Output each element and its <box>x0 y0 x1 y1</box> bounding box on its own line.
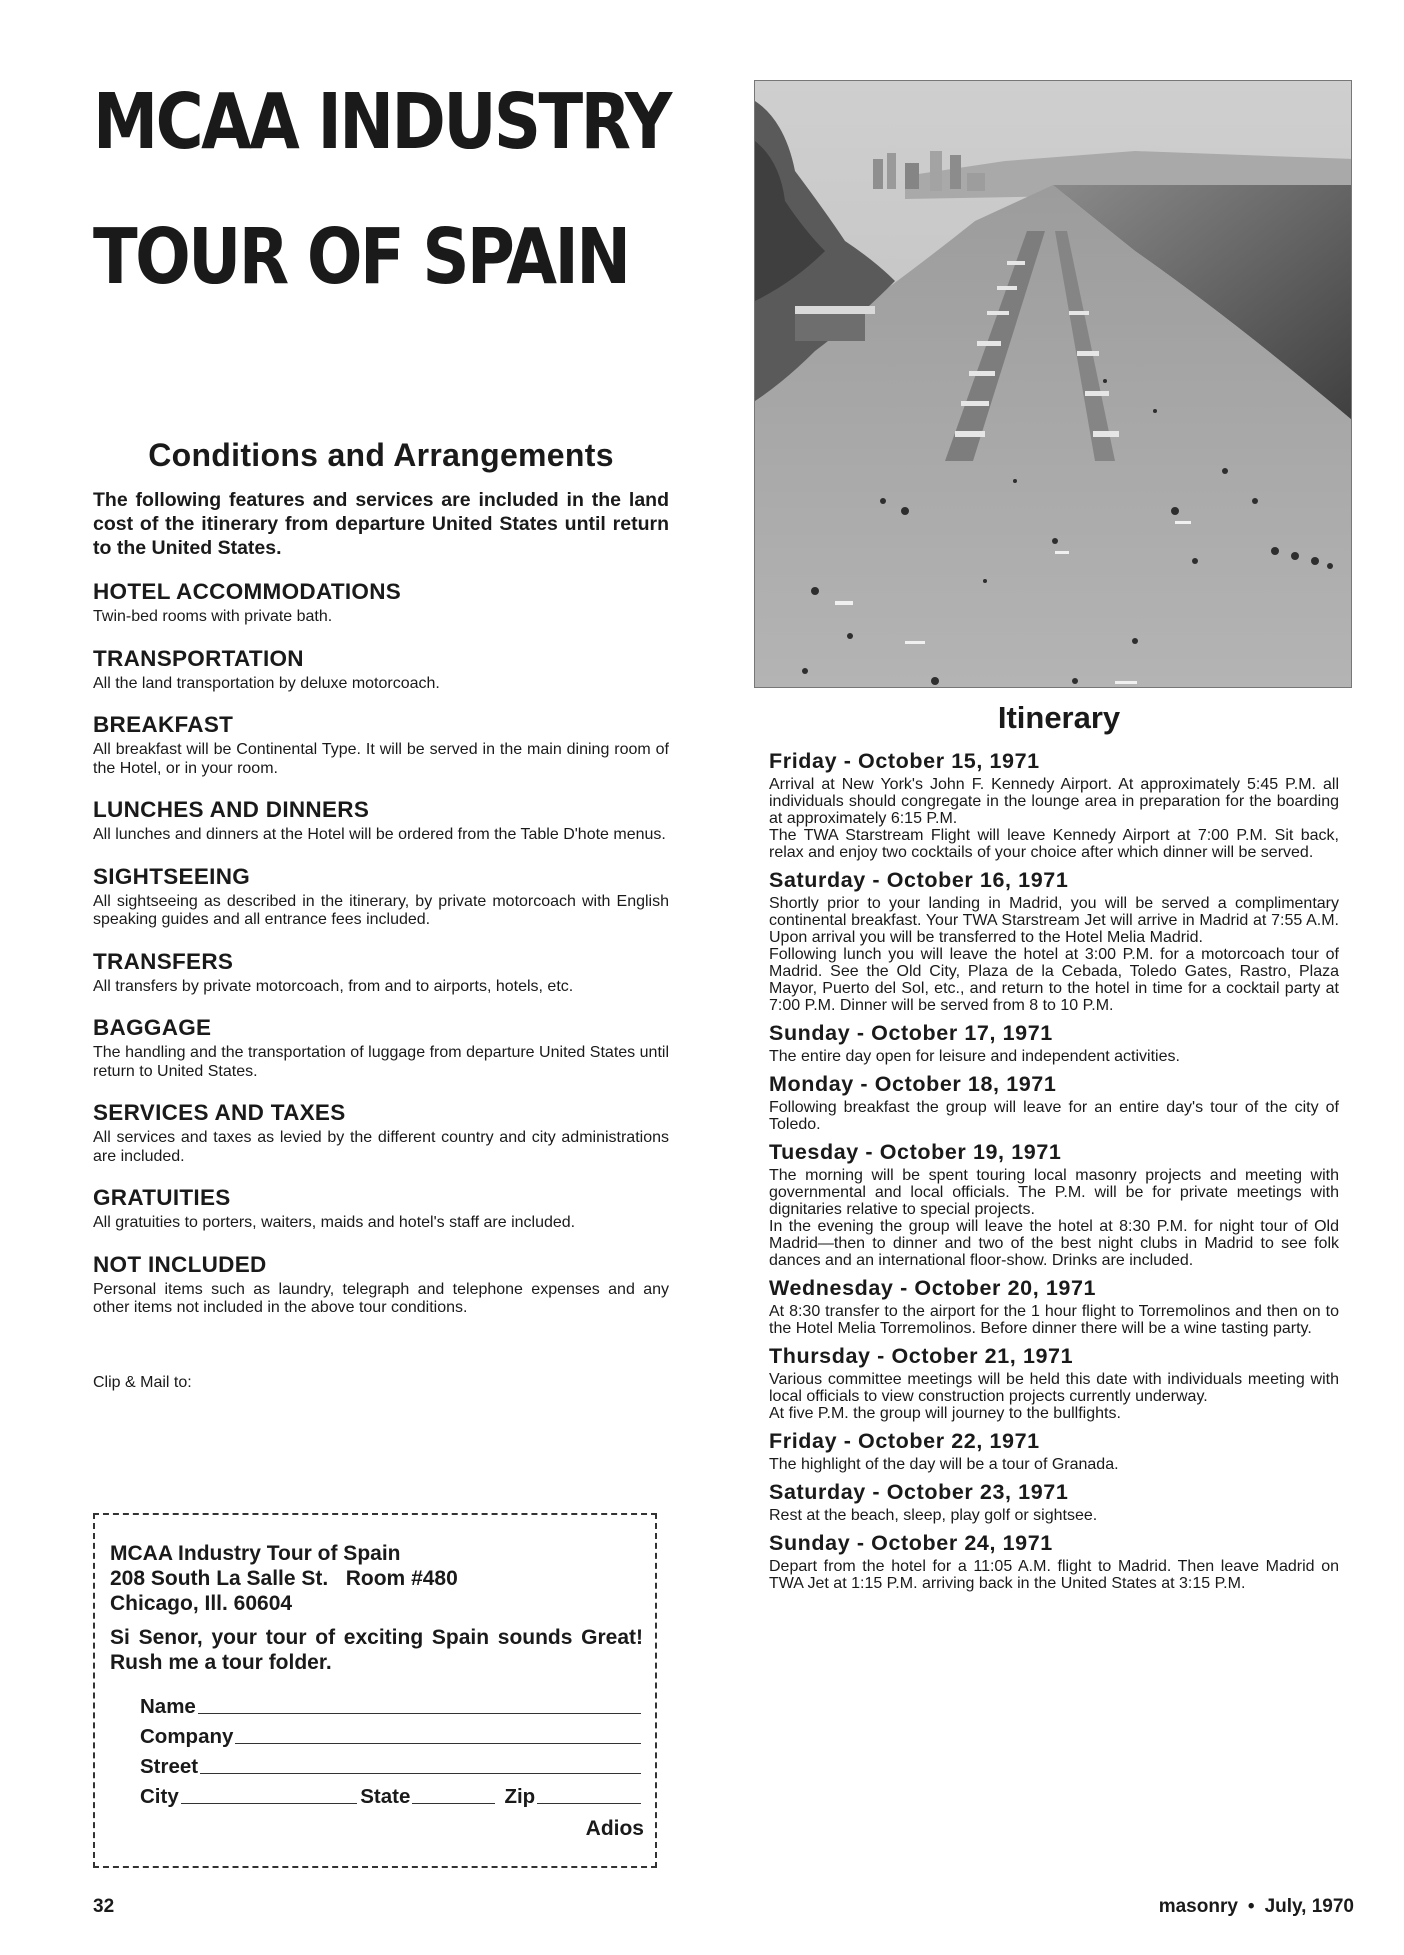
beach-photo-image <box>755 81 1352 688</box>
condition-hotel <box>93 578 669 627</box>
condition-gratuities <box>93 1184 669 1233</box>
itinerary-title: Itinerary <box>997 700 1121 735</box>
condition-text: All services and taxes as levied by the different country and city administrations are included. <box>93 1129 669 1165</box>
day-heading: Thursday - October 21, 1971 <box>769 1344 1074 1368</box>
day-heading: Wednesday - October 20, 1971 <box>769 1276 1097 1300</box>
city-state-zip-row[interactable] <box>140 1779 644 1809</box>
condition-text: All the land transportation by deluxe motorcoach. <box>93 674 440 692</box>
condition-text: All breakfast will be Continental Type. It will be served in the main dining room of the Hotel, or in your room. <box>93 741 669 777</box>
itinerary-day-oct-23 <box>769 1479 1339 1524</box>
condition-heading: NOT INCLUDED <box>93 1251 267 1277</box>
street-input-line[interactable] <box>200 1773 641 1774</box>
day-heading: Sunday - October 24, 1971 <box>769 1531 1053 1555</box>
mail-coupon <box>93 1513 657 1868</box>
coupon-form <box>140 1689 644 1841</box>
itinerary-day-oct-17 <box>769 1020 1339 1065</box>
day-text: The morning will be spent touring local masonry projects and meeting with governmental and local officials. The P.M. will be for private meetings with dignitaries relative to special projects. <box>769 1167 1339 1218</box>
condition-heading: SERVICES AND TAXES <box>93 1100 346 1125</box>
itinerary-day-oct-21 <box>769 1343 1339 1422</box>
condition-transportation <box>93 645 669 694</box>
condition-services <box>93 1099 669 1166</box>
issue-date: July, 1970 <box>1264 1896 1354 1917</box>
page-title <box>93 75 670 345</box>
condition-heading: BREAKFAST <box>93 712 234 737</box>
day-text: Following breakfast the group will leave for an entire day's tour of the city of Toledo. <box>769 1099 1339 1133</box>
day-text: At 8:30 transfer to the airport for the 1 hour flight to Torremolinos and then on to the Hotel Melia Torremolinos. Before dinner there will be a wine tasting party. <box>769 1303 1339 1337</box>
coupon-address-line-3: Chicago, Ill. 60604 <box>110 1592 293 1615</box>
name-label: Name <box>140 1695 196 1718</box>
coupon-address-line-1: MCAA Industry Tour of Spain <box>110 1542 401 1565</box>
city-label: City <box>140 1785 179 1808</box>
company-input-line[interactable] <box>235 1743 641 1744</box>
street-label: Street <box>140 1755 199 1778</box>
condition-text: Personal items such as laundry, telegraph and telephone expenses and any other items not included in the above tour conditions. <box>93 1280 669 1316</box>
day-heading: Sunday - October 17, 1971 <box>769 1021 1053 1045</box>
day-heading: Friday - October 15, 1971 <box>769 749 1040 773</box>
day-heading: Saturday - October 23, 1971 <box>769 1480 1069 1504</box>
day-heading: Monday - October 18, 1971 <box>769 1072 1057 1096</box>
day-text-continued: In the evening the group will leave the hotel at 8:30 P.M. for night tour of Old Madrid—then to dinner and two of the best night clubs in Madrid to see folk dances and an international floor-show. Drinks are included. <box>769 1218 1339 1269</box>
conditions-subtitle: Conditions and Arrangements <box>148 437 614 473</box>
street-field[interactable] <box>140 1749 644 1779</box>
conditions-intro: The following features and services are included in the land cost of the itinerary from departure United States until return to the United States. <box>93 489 669 559</box>
day-text: Depart from the hotel for a 11:05 A.M. flight to Madrid. Then leave Madrid on TWA Jet at 1:15 P.M. arriving back in the United States at 3:15 P.M. <box>769 1558 1339 1592</box>
itinerary-day-oct-19 <box>769 1139 1339 1269</box>
itinerary-day-oct-18 <box>769 1071 1339 1133</box>
name-input-line[interactable] <box>198 1713 641 1714</box>
itinerary-day-oct-15 <box>769 748 1339 861</box>
day-text: Shortly prior to your landing in Madrid, you will be served a complimentary continental breakfast. Your TWA Starstream Jet will arrive in Madrid at 7:55 A.M. Upon arrival you will be transferred to the Hotel Melia Madrid. <box>769 895 1339 946</box>
zip-input-line[interactable] <box>537 1803 641 1804</box>
zip-label: Zip <box>504 1785 536 1808</box>
day-text-continued: The TWA Starstream Flight will leave Kennedy Airport at 7:00 P.M. Sit back, relax and enjoy two cocktails of your choice after which dinner will be served. <box>769 827 1339 861</box>
itinerary-day-oct-22 <box>769 1428 1339 1473</box>
condition-sightseeing <box>93 863 669 930</box>
condition-heading: GRATUITIES <box>93 1185 231 1210</box>
itinerary-column <box>769 700 1339 1592</box>
conditions-column <box>93 75 669 1392</box>
magazine-footer <box>1159 1896 1354 1918</box>
condition-heading: TRANSPORTATION <box>93 645 304 671</box>
title-line-2: TOUR OF SPAIN <box>93 213 629 302</box>
coupon-address-line-2: 208 South La Salle St. Room #480 <box>110 1567 458 1590</box>
title-line-1: MCAA INDUSTRY <box>93 78 670 167</box>
condition-text: All transfers by private motorcoach, from and to airports, hotels, etc. <box>93 977 574 995</box>
clip-mail-label: Clip & Mail to: <box>93 1373 192 1391</box>
condition-lunches <box>93 796 669 845</box>
company-field[interactable] <box>140 1719 644 1749</box>
day-text: Various committee meetings will be held this date with individuals meeting with local officials to view construction projects currently underway. <box>769 1371 1339 1405</box>
day-text-continued: At five P.M. the group will journey to the bullfights. <box>769 1405 1121 1422</box>
day-text-continued: Following lunch you will leave the hotel at 3:00 P.M. for a motorcoach tour of Madrid. See the Old City, Plaza de la Cebada, Toledo Gates, Rastro, Plaza Mayor, Puerto del Sol, etc., and return to the hotel in time for a cocktail party at 7:00 P.M. Dinner will be served from 8 to 10 P.M. <box>769 946 1339 1014</box>
day-heading: Tuesday - October 19, 1971 <box>769 1140 1062 1164</box>
magazine-name: masonry <box>1158 1896 1238 1917</box>
page-number: 32 <box>93 1896 115 1917</box>
condition-text: The handling and the transportation of luggage from departure United States until return to United States. <box>93 1044 669 1080</box>
footer-bullet: • <box>1247 1896 1255 1917</box>
condition-baggage <box>93 1014 669 1081</box>
condition-heading: BAGGAGE <box>93 1015 212 1040</box>
condition-text: All sightseeing as described in the itinerary, by private motorcoach with English speaking guides and all entrance fees included. <box>93 892 669 928</box>
day-text: The entire day open for leisure and independent activities. <box>769 1048 1180 1065</box>
coupon-message: Si Senor, your tour of exciting Spain sounds Great! Rush me a tour folder. <box>110 1626 643 1674</box>
beach-photo <box>754 80 1352 688</box>
day-text: Arrival at New York's John F. Kennedy Airport. At approximately 5:45 P.M. all individuals should congregate in the lounge area in preparation for the boarding at approximately 6:15 P.M. <box>769 776 1339 827</box>
itinerary-day-oct-20 <box>769 1275 1339 1337</box>
city-input-line[interactable] <box>181 1803 358 1804</box>
day-text: Rest at the beach, sleep, play golf or sightsee. <box>769 1507 1098 1524</box>
condition-heading: LUNCHES AND DINNERS <box>93 797 370 822</box>
state-input-line[interactable] <box>412 1803 495 1804</box>
day-heading: Friday - October 22, 1971 <box>769 1429 1040 1453</box>
condition-heading: HOTEL ACCOMMODATIONS <box>93 579 402 604</box>
condition-breakfast <box>93 711 669 778</box>
condition-text: Twin-bed rooms with private bath. <box>93 608 333 625</box>
condition-not-included <box>93 1251 669 1318</box>
condition-heading: TRANSFERS <box>93 948 234 974</box>
coupon-closing: Adios <box>585 1817 644 1840</box>
day-text: The highlight of the day will be a tour of Granada. <box>769 1456 1119 1473</box>
condition-text: All lunches and dinners at the Hotel will be ordered from the Table D'hote menus. <box>93 826 666 843</box>
condition-heading: SIGHTSEEING <box>93 863 251 889</box>
condition-text: All gratuities to porters, waiters, maids and hotel's staff are included. <box>93 1214 576 1231</box>
condition-transfers <box>93 948 669 997</box>
day-heading: Saturday - October 16, 1971 <box>769 868 1069 892</box>
company-label: Company <box>140 1725 234 1748</box>
state-label: State <box>360 1785 411 1808</box>
name-field[interactable] <box>140 1689 644 1719</box>
itinerary-day-oct-24 <box>769 1530 1339 1592</box>
itinerary-day-oct-16 <box>769 867 1339 1014</box>
